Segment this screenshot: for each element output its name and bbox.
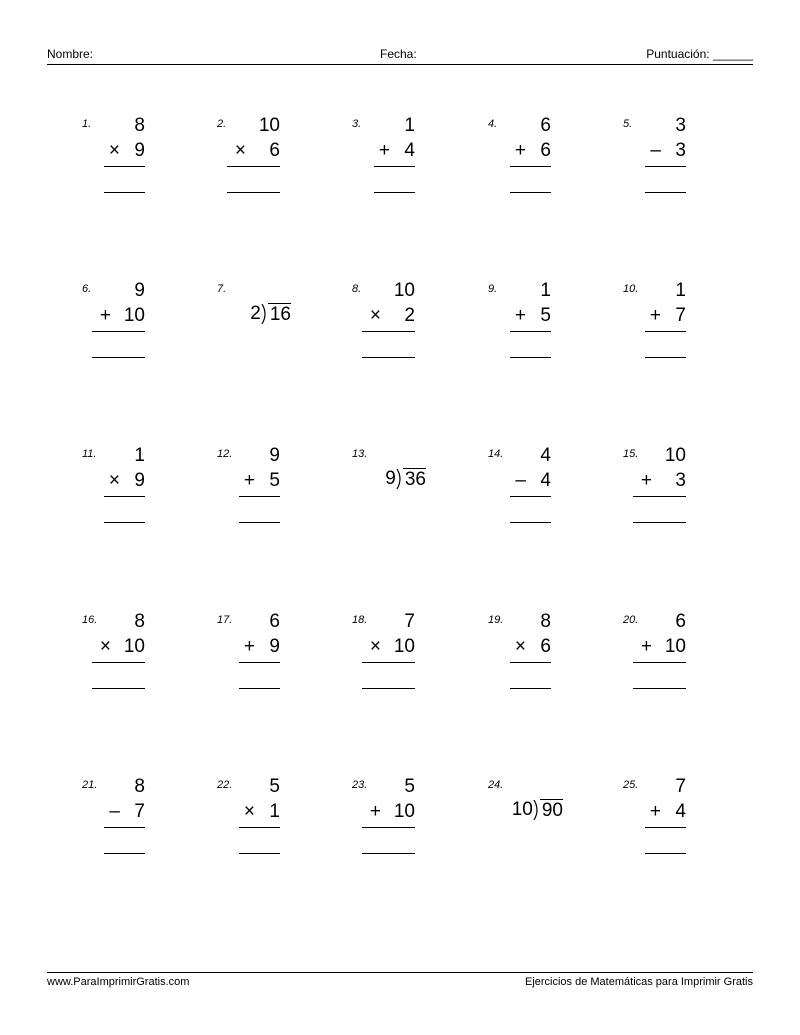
- problem-number: 11.: [82, 448, 97, 460]
- first-operand: 6: [675, 611, 686, 632]
- name-label: Nombre:: [47, 47, 94, 61]
- operation-line: [362, 331, 415, 332]
- first-operand: 8: [134, 115, 145, 136]
- divisor: 2: [250, 303, 261, 324]
- answer-blank: [239, 853, 280, 854]
- operator-symbol: ×: [243, 801, 255, 822]
- footer-divider: [47, 972, 753, 973]
- problem-16: [82, 611, 145, 714]
- answer-blank: [510, 688, 551, 689]
- answer-blank: [92, 357, 145, 358]
- footer-title: Ejercicios de Matemáticas para Imprimir Gratis: [524, 976, 753, 988]
- second-operand: 10: [664, 636, 686, 657]
- operation-line: [633, 662, 686, 663]
- operation-row: [244, 636, 280, 658]
- operation-row: [370, 636, 415, 658]
- first-operand: 1: [404, 115, 415, 136]
- problem-number: 2.: [217, 118, 227, 130]
- operator-symbol: +: [243, 636, 255, 657]
- answer-blank: [104, 853, 145, 854]
- operation-line: [362, 662, 415, 663]
- operation-line: [645, 166, 686, 167]
- header-divider: [47, 64, 753, 65]
- operator-symbol: ×: [514, 636, 526, 657]
- problem-number: 19.: [488, 614, 504, 626]
- operator-symbol: –: [515, 470, 526, 491]
- problem-number: 17.: [217, 614, 233, 626]
- second-operand: 10: [393, 636, 415, 657]
- operation-row: [379, 140, 415, 162]
- problem-18: [352, 611, 415, 714]
- problem-21: [82, 776, 145, 879]
- problem-13: [352, 448, 426, 548]
- answer-blank: [645, 853, 686, 854]
- problem-17: [217, 611, 280, 714]
- second-operand: 6: [540, 636, 551, 657]
- first-operand: 7: [675, 776, 686, 797]
- second-operand: 9: [134, 470, 145, 491]
- second-operand: 6: [269, 140, 280, 161]
- footer-website: www.ParaImprimirGratis.com: [47, 976, 190, 988]
- operator-symbol: +: [649, 305, 661, 326]
- problem-number: 14.: [488, 448, 504, 460]
- problem-6: [82, 280, 145, 383]
- first-operand: 5: [404, 776, 415, 797]
- answer-blank: [239, 688, 280, 689]
- long-division: [385, 468, 426, 494]
- problem-15: [623, 445, 686, 548]
- second-operand: 3: [675, 140, 686, 161]
- second-operand: 2: [404, 305, 415, 326]
- problem-25: [623, 776, 686, 879]
- answer-blank: [374, 192, 415, 193]
- operation-line: [374, 166, 415, 167]
- problem-number: 22.: [217, 779, 233, 791]
- operation-line: [239, 496, 280, 497]
- problem-number: 25.: [623, 779, 639, 791]
- operation-row: [515, 470, 551, 492]
- operator-symbol: ×: [369, 305, 381, 326]
- operation-row: [235, 140, 280, 162]
- operation-line: [239, 662, 280, 663]
- operation-row: [650, 801, 686, 823]
- first-operand: 8: [134, 611, 145, 632]
- operator-symbol: –: [650, 140, 661, 161]
- problem-20: [623, 611, 686, 714]
- answer-blank: [510, 522, 551, 523]
- problem-number: 1.: [82, 118, 92, 130]
- first-operand: 9: [269, 445, 280, 466]
- problem-11: [82, 445, 145, 548]
- second-operand: 10: [393, 801, 415, 822]
- second-operand: 7: [675, 305, 686, 326]
- problem-number: 16.: [82, 614, 98, 626]
- operation-row: [109, 140, 145, 162]
- operation-line: [362, 827, 415, 828]
- first-operand: 8: [540, 611, 551, 632]
- problem-22: [217, 776, 280, 879]
- first-operand: 7: [404, 611, 415, 632]
- date-label: Fecha:: [380, 47, 417, 61]
- division-bracket-icon: [396, 469, 403, 489]
- problem-24: [488, 779, 563, 879]
- operator-symbol: ×: [99, 636, 111, 657]
- operation-row: [109, 470, 145, 492]
- problem-number: 24.: [488, 779, 504, 791]
- answer-blank: [362, 853, 415, 854]
- operation-line: [92, 331, 145, 332]
- operation-line: [645, 331, 686, 332]
- operation-line: [510, 496, 551, 497]
- problem-number: 13.: [352, 448, 368, 460]
- second-operand: 10: [123, 305, 145, 326]
- problem-number: 4.: [488, 118, 498, 130]
- problem-number: 21.: [82, 779, 98, 791]
- operation-line: [645, 827, 686, 828]
- first-operand: 6: [269, 611, 280, 632]
- long-division: [250, 303, 291, 329]
- first-operand: 1: [540, 280, 551, 301]
- problem-number: 12.: [217, 448, 233, 460]
- second-operand: 4: [675, 801, 686, 822]
- problem-19: [488, 611, 551, 714]
- problem-23: [352, 776, 415, 879]
- first-operand: 8: [134, 776, 145, 797]
- problem-1: [82, 115, 145, 218]
- answer-blank: [104, 192, 145, 193]
- long-division: [512, 799, 563, 825]
- first-operand: 10: [258, 115, 280, 136]
- operation-row: [515, 305, 551, 327]
- answer-blank: [633, 522, 686, 523]
- operation-line: [104, 496, 145, 497]
- second-operand: 3: [675, 470, 686, 491]
- operator-symbol: ×: [108, 470, 120, 491]
- operation-line: [633, 496, 686, 497]
- problem-number: 6.: [82, 283, 92, 295]
- dividend: 36: [404, 469, 426, 490]
- answer-blank: [510, 192, 551, 193]
- operator-symbol: ×: [108, 140, 120, 161]
- operator-symbol: +: [649, 801, 661, 822]
- problem-5: [623, 115, 686, 218]
- operator-symbol: –: [109, 801, 120, 822]
- operation-row: [650, 140, 686, 162]
- operation-row: [244, 470, 280, 492]
- problem-number: 20.: [623, 614, 639, 626]
- first-operand: 10: [393, 280, 415, 301]
- first-operand: 9: [134, 280, 145, 301]
- problem-number: 3.: [352, 118, 362, 130]
- first-operand: 5: [269, 776, 280, 797]
- operation-line: [239, 827, 280, 828]
- dividend: 16: [269, 304, 291, 325]
- operator-symbol: ×: [369, 636, 381, 657]
- operation-row: [641, 470, 686, 492]
- operation-row: [370, 305, 415, 327]
- operator-symbol: +: [369, 801, 381, 822]
- operation-row: [641, 636, 686, 658]
- problem-number: 8.: [352, 283, 362, 295]
- answer-blank: [227, 192, 280, 193]
- second-operand: 6: [540, 140, 551, 161]
- divisor: 9: [385, 468, 396, 489]
- answer-blank: [362, 688, 415, 689]
- second-operand: 9: [269, 636, 280, 657]
- operation-row: [515, 636, 551, 658]
- answer-blank: [645, 357, 686, 358]
- problem-number: 23.: [352, 779, 368, 791]
- division-bracket-icon: [261, 304, 268, 324]
- operation-line: [92, 662, 145, 663]
- answer-blank: [104, 522, 145, 523]
- second-operand: 7: [134, 801, 145, 822]
- problem-number: 18.: [352, 614, 368, 626]
- operator-symbol: +: [640, 636, 652, 657]
- operation-row: [100, 305, 145, 327]
- answer-blank: [510, 357, 551, 358]
- problem-8: [352, 280, 415, 383]
- operator-symbol: +: [514, 140, 526, 161]
- second-operand: 9: [134, 140, 145, 161]
- operator-symbol: +: [640, 470, 652, 491]
- operator-symbol: +: [99, 305, 111, 326]
- answer-blank: [362, 357, 415, 358]
- first-operand: 3: [675, 115, 686, 136]
- operator-symbol: ×: [234, 140, 246, 161]
- operator-symbol: +: [514, 305, 526, 326]
- second-operand: 4: [404, 140, 415, 161]
- operation-line: [510, 331, 551, 332]
- operation-line: [510, 662, 551, 663]
- second-operand: 5: [269, 470, 280, 491]
- answer-blank: [645, 192, 686, 193]
- second-operand: 1: [269, 801, 280, 822]
- problem-number: 7.: [217, 283, 227, 295]
- second-operand: 10: [123, 636, 145, 657]
- first-operand: 6: [540, 115, 551, 136]
- second-operand: 4: [540, 470, 551, 491]
- problem-9: [488, 280, 551, 383]
- operation-row: [515, 140, 551, 162]
- problem-number: 9.: [488, 283, 498, 295]
- problem-10: [623, 280, 686, 383]
- operation-line: [227, 166, 280, 167]
- answer-blank: [239, 522, 280, 523]
- operation-row: [650, 305, 686, 327]
- dividend: 90: [541, 800, 563, 821]
- operator-symbol: +: [243, 470, 255, 491]
- problem-12: [217, 445, 280, 548]
- first-operand: 4: [540, 445, 551, 466]
- first-operand: 1: [134, 445, 145, 466]
- first-operand: 10: [664, 445, 686, 466]
- problem-7: [217, 283, 291, 383]
- operator-symbol: +: [378, 140, 390, 161]
- operation-line: [104, 166, 145, 167]
- operation-row: [100, 636, 145, 658]
- operation-row: [109, 801, 145, 823]
- operation-line: [510, 166, 551, 167]
- problem-number: 10.: [623, 283, 639, 295]
- problem-14: [488, 445, 551, 548]
- first-operand: 1: [675, 280, 686, 301]
- problem-number: 5.: [623, 118, 633, 130]
- second-operand: 5: [540, 305, 551, 326]
- score-label: Puntuación: ______: [646, 47, 753, 61]
- operation-line: [104, 827, 145, 828]
- operation-row: [370, 801, 415, 823]
- answer-blank: [633, 688, 686, 689]
- problem-3: [352, 115, 415, 218]
- operation-row: [244, 801, 280, 823]
- division-bracket-icon: [533, 800, 540, 820]
- answer-blank: [92, 688, 145, 689]
- problem-4: [488, 115, 551, 218]
- divisor: 10: [511, 799, 533, 820]
- problem-2: [217, 115, 280, 218]
- problem-number: 15.: [623, 448, 639, 460]
